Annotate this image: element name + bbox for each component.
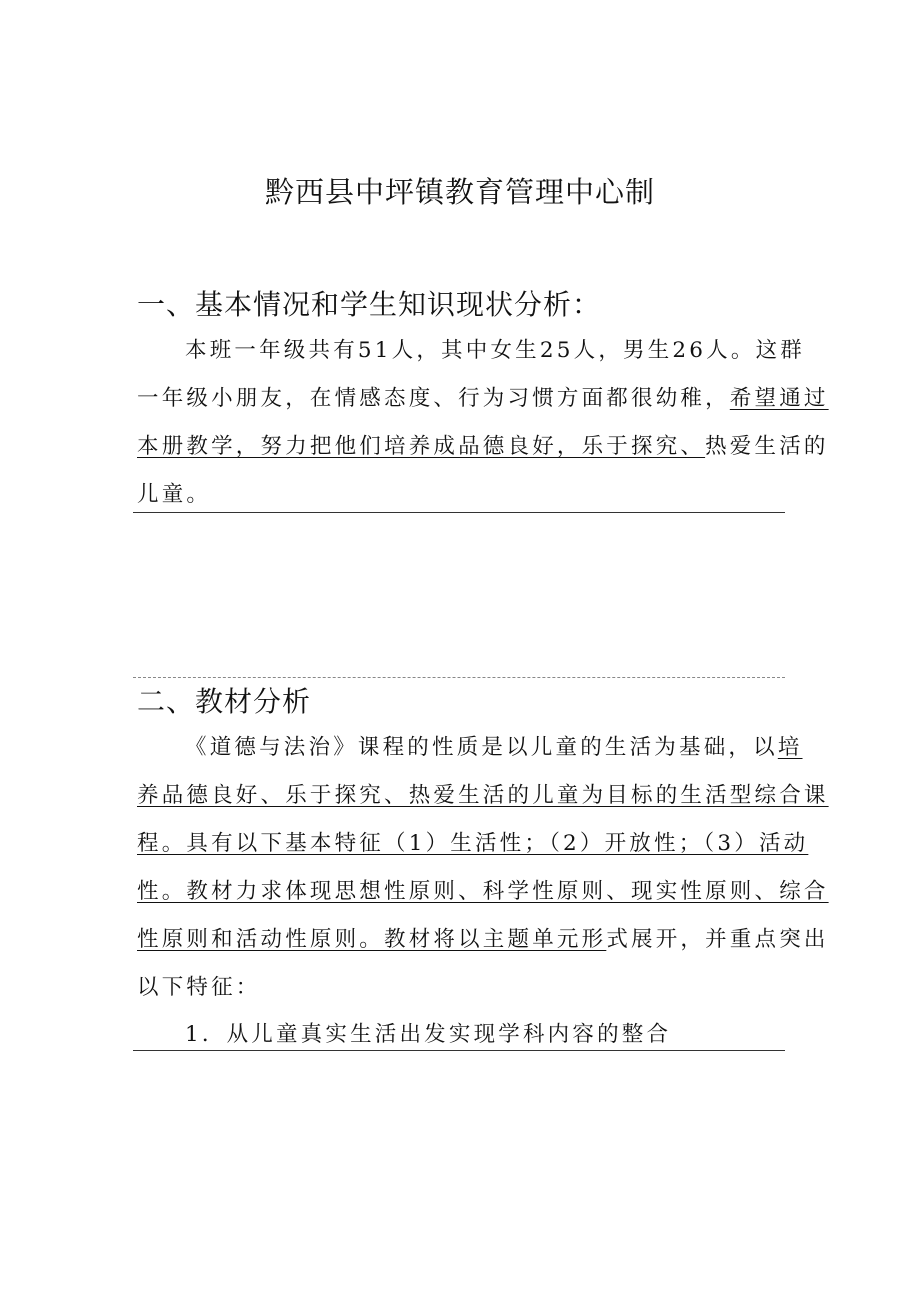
paragraph-line: 儿童。 — [137, 482, 212, 507]
text-run: 热爱生活的 — [705, 434, 829, 459]
underlined-text: 性原则和活动性原则。教材将以主题单元形 — [137, 927, 607, 952]
paragraph-line — [185, 733, 803, 763]
paragraph-line — [137, 432, 829, 462]
text-run: 一年级小朋友，在情感态度、行为习惯方面都很幼稚， — [137, 386, 730, 411]
list-item: 1．从儿童真实生活出发实现学科内容的整合 — [185, 1022, 672, 1047]
section-divider — [133, 512, 785, 513]
paragraph-line — [137, 384, 829, 414]
paragraph-line — [137, 925, 829, 955]
underlined-text: 培 — [777, 735, 803, 760]
paragraph-line: 程。具有以下基本特征（1）生活性；（2）开放性；（3）活动 — [137, 831, 809, 856]
text-run: 《道德与法治》课程的性质是以儿童的生活为基础，以 — [185, 735, 778, 760]
paragraph-line: 以下特征： — [137, 975, 261, 1000]
text-run: 式展开，并重点突出 — [606, 927, 829, 952]
underlined-text: 希望通过 — [729, 386, 829, 411]
section-divider — [133, 677, 785, 678]
page-title: 黔西县中坪镇教育管理中心制 — [264, 175, 655, 209]
paragraph-line: 性。教材力求体现思想性原则、科学性原则、现实性原则、综合 — [137, 879, 829, 904]
section-heading-textbook-analysis: 二、教材分析 — [137, 685, 312, 718]
section-heading-basic-situation: 一、基本情况和学生知识现状分析： — [137, 288, 602, 321]
underlined-text: 本册教学，努力把他们培养成品德良好，乐于探究、 — [137, 434, 706, 459]
paragraph-line: 养品德良好、乐于探究、热爱生活的儿童为目标的生活型综合课 — [137, 783, 829, 808]
paragraph-line: 本班一年级共有51人，其中女生25人，男生26人。这群 — [185, 338, 805, 363]
section-divider — [133, 1050, 785, 1051]
